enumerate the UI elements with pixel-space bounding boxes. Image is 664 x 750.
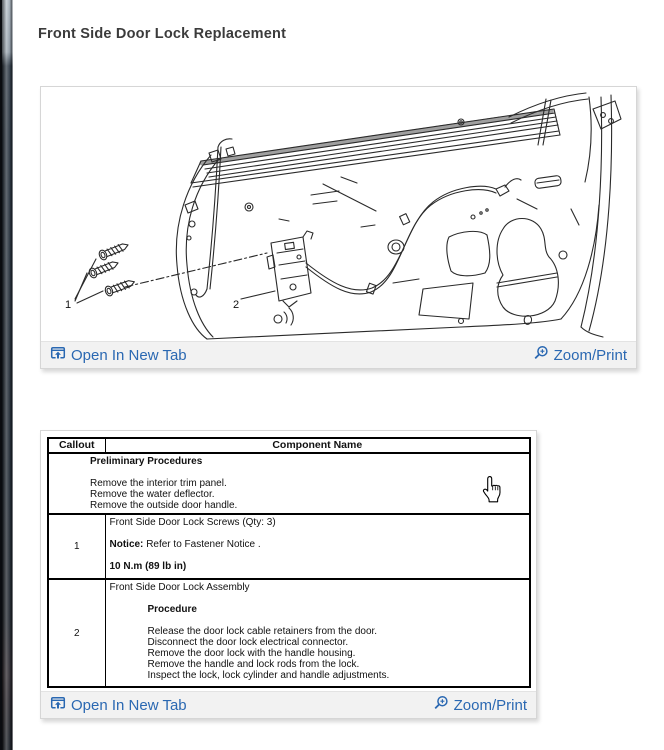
magnifier-plus-icon: [433, 695, 449, 715]
preliminary-line: Remove the water deflector.: [90, 489, 215, 500]
open-in-new-tab-icon: [50, 345, 66, 365]
table-panel-linkbar: [41, 691, 536, 718]
preliminary-line: Remove the interior trim panel.: [90, 478, 227, 489]
component-name: Front Side Door Lock Screws (Qty: 3): [109, 517, 276, 528]
preliminary-line: Remove the outside door handle.: [90, 500, 238, 511]
callout-number: 2: [48, 579, 105, 687]
procedure-step: Release the door lock cable retainers from the door.: [147, 626, 378, 637]
door-illustration: [41, 87, 636, 340]
component-cell-2: [105, 579, 530, 687]
callout-label-2: 2: [233, 299, 240, 311]
open-in-new-tab-link[interactable]: [50, 695, 187, 715]
table-row: [48, 579, 530, 687]
notice-line: [110, 539, 526, 550]
zoom-print-link[interactable]: [433, 695, 527, 715]
table-row: [48, 514, 530, 579]
page-title: Front Side Door Lock Replacement: [38, 26, 287, 42]
magnifier-plus-icon: [533, 345, 549, 365]
table-panel: [40, 430, 537, 719]
open-in-new-tab-icon: [50, 695, 66, 715]
notice-text: Refer to Fastener Notice .: [146, 539, 261, 550]
zoom-print-label: Zoom/Print: [453, 696, 527, 714]
open-in-new-tab-label: Open In New Tab: [71, 346, 187, 364]
hand-cursor: [481, 475, 504, 511]
preliminary-procedures-cell: [48, 453, 530, 514]
component-cell-1: [105, 514, 530, 579]
notice-label: Notice:: [109, 539, 144, 550]
component-name: Front Side Door Lock Assembly: [109, 582, 250, 593]
window-edge-strip: [0, 0, 13, 750]
torque-spec: 10 N.m (89 lb in): [109, 561, 187, 572]
image-panel: [40, 86, 637, 369]
callout-label-1: 1: [65, 299, 72, 311]
header-component-name: Component Name: [105, 438, 530, 453]
procedure-heading: Procedure: [147, 604, 197, 615]
component-table: [47, 437, 531, 688]
procedure-step: Disconnect the door lock electrical connector.: [147, 637, 349, 648]
procedure-step: Remove the handle and lock rods from the lock.: [147, 659, 360, 670]
procedure-step: Inspect the lock, lock cylinder and handle adjustments.: [147, 670, 390, 681]
header-callout: Callout: [48, 438, 105, 453]
zoom-print-label: Zoom/Print: [553, 346, 627, 364]
zoom-print-link[interactable]: [533, 345, 627, 365]
preliminary-heading: Preliminary Procedures: [90, 456, 203, 467]
image-panel-linkbar: [41, 341, 636, 368]
procedure-step: Remove the door lock with the handle housing.: [147, 648, 356, 659]
open-in-new-tab-link[interactable]: [50, 345, 187, 365]
table-header-row: [48, 438, 530, 453]
open-in-new-tab-label: Open In New Tab: [71, 696, 187, 714]
callout-number: 1: [48, 514, 105, 579]
table-row: [48, 453, 530, 514]
table-panel-body: [41, 431, 536, 691]
image-panel-body: [41, 87, 636, 341]
